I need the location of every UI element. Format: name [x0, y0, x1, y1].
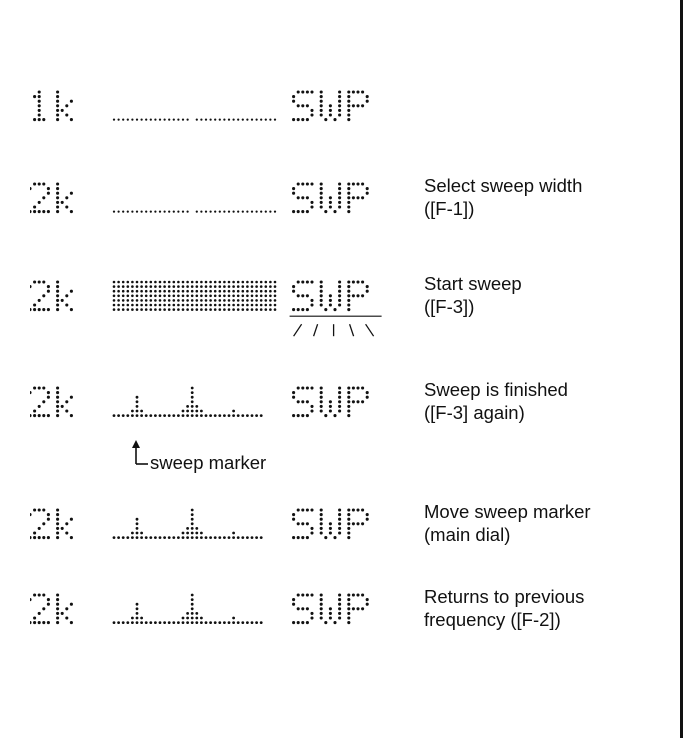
lcd-display	[30, 174, 410, 234]
display-row-1k	[0, 82, 680, 142]
lcd-display	[30, 378, 410, 438]
step-key: ([F-1])	[424, 198, 475, 219]
swp-label-char	[347, 182, 369, 213]
swp-label-char	[320, 182, 342, 213]
step-description	[424, 500, 591, 546]
range-prefix-char	[30, 182, 50, 213]
step-key: frequency ([F-2])	[424, 609, 561, 630]
range-prefix-char	[30, 280, 50, 311]
display-row-select-width	[0, 174, 680, 234]
display-row-return-frequency	[0, 585, 680, 645]
spectrum-graph	[113, 594, 263, 624]
step-description	[424, 585, 584, 631]
display-row-sweep-finished	[0, 378, 680, 438]
step-title: Start sweep	[424, 273, 522, 294]
step-description	[424, 272, 522, 318]
range-prefix-char	[56, 182, 73, 213]
swp-label-char	[292, 90, 314, 121]
swp-label-char	[320, 386, 342, 417]
lcd-display	[30, 82, 410, 142]
swp-label-char	[320, 508, 342, 539]
swp-label-char	[347, 593, 369, 624]
step-title: Move sweep marker	[424, 501, 591, 522]
step-title: Select sweep width	[424, 175, 583, 196]
spectrum-graph	[113, 281, 277, 311]
range-prefix-char	[33, 90, 45, 121]
swp-label-char	[320, 280, 342, 311]
display-row-move-marker	[0, 500, 680, 560]
step-key: ([F-3] again)	[424, 402, 525, 423]
swp-label-char	[347, 508, 369, 539]
swp-label-char	[292, 386, 314, 417]
swp-label-char	[347, 280, 369, 311]
sweep-marker-label: sweep marker	[150, 452, 267, 473]
swp-label-char	[292, 508, 314, 539]
lcd-display	[30, 500, 410, 560]
range-prefix-char	[56, 386, 73, 417]
step-title: Sweep is finished	[424, 379, 568, 400]
spectrum-graph	[113, 119, 276, 121]
swp-label-char	[292, 593, 314, 624]
display-row-start-sweep	[0, 272, 680, 342]
blink-tick	[314, 324, 318, 336]
lcd-display	[30, 585, 410, 645]
range-prefix-char	[56, 90, 73, 121]
right-border-rule	[680, 0, 683, 738]
step-key: ([F-3])	[424, 296, 475, 317]
step-description	[424, 378, 568, 424]
spectrum-graph	[113, 211, 276, 213]
swp-label-char	[292, 280, 314, 311]
range-prefix-char	[30, 386, 50, 417]
swp-label-char	[320, 593, 342, 624]
range-prefix-char	[30, 593, 50, 624]
step-description	[424, 174, 582, 220]
step-key: (main dial)	[424, 524, 511, 545]
swp-label-char	[292, 182, 314, 213]
blink-tick	[350, 324, 354, 336]
range-prefix-char	[56, 508, 73, 539]
lcd-display	[30, 272, 410, 342]
range-prefix-char	[56, 280, 73, 311]
step-title: Returns to previous	[424, 586, 585, 607]
swp-label-char	[347, 386, 369, 417]
blink-tick	[366, 324, 374, 336]
spectrum-graph	[113, 509, 263, 539]
range-prefix-char	[56, 593, 73, 624]
swp-label-char	[320, 90, 342, 121]
range-prefix-char	[30, 508, 50, 539]
blink-tick	[294, 324, 302, 336]
swp-label-char	[347, 90, 369, 121]
spectrum-graph	[113, 387, 263, 417]
